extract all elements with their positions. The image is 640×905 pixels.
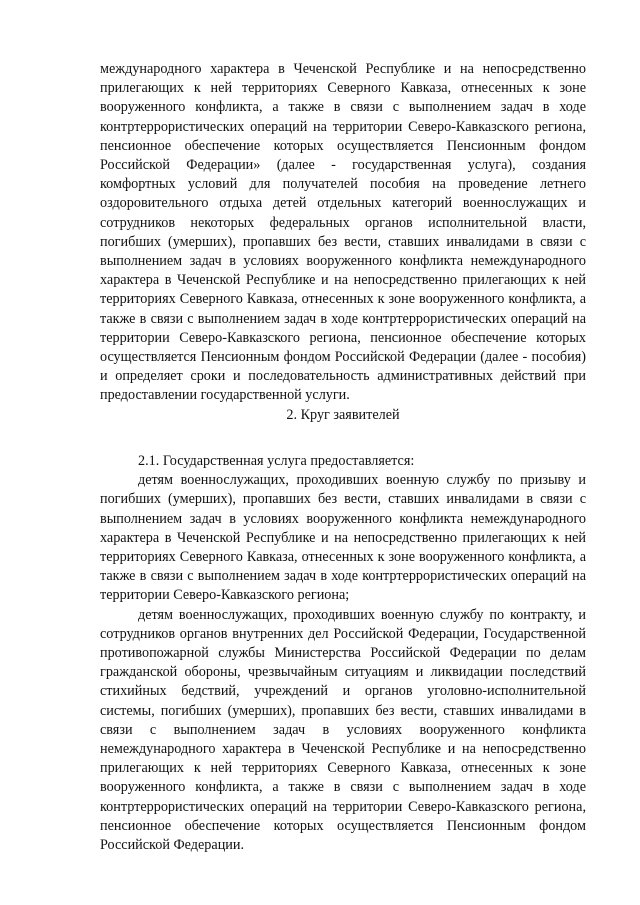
section-heading: 2. Круг заявителей xyxy=(286,407,400,423)
applicant-item-conscripts: детям военнослужащих, проходивших военную службу по призыву и погибших (умерших), пропавших без вести, ставших инвалидами в связи с выполнением задач в условиях вооруженного конфликта немеждународного характера в Чеченской Республике и на непосредственно прилегающих к ней территориях Северного Кавказа, отнесенных к зоне вооруженного конфликта, а также в связи с выполнением задач в ходе контртеррористических операций на территории Северо-Кавказского региона; xyxy=(100,472,586,604)
clause-2-1: 2.1. Государственная услуга предоставляется: xyxy=(138,453,415,469)
applicant-item-contract-and-officers: детям военнослужащих, проходивших военную службу по контракту, и сотрудников органов внутренних дел Российской Федерации, Государственной противопожарной службы Министерства Российской Федерации по делам гражданской обороны, чрезвычайным ситуациям и ликвидации последствий стихийных бедствий, учреждений и органов уголовно-исполнительной системы, погибших (умерших), пропавших без вести, ставших инвалидами в связи с выполнением задач в условиях вооруженного конфликта немеждународного характера в Чеченской Республике и на непосредственно прилегающих к ней территориях Северного Кавказа, отнесенных к зоне вооруженного конфликта, а также в связи с выполнением задач в ходе контртеррористических операций на территории Северо-Кавказского региона, пенсионное обеспечение которых осуществляется Пенсионным фондом Российской Федерации. xyxy=(100,606,586,854)
intro-paragraph: международного характера в Чеченской Республике и на непосредственно прилегающих к ней территориях Северного Кавказа, отнесенных к зоне вооруженного конфликта, а также в связи с выполнением задач в ходе контртеррористических операций на территории Северо-Кавказского региона, пенсионное обеспечение которых осуществляется Пенсионным фондом Российской Федерации» (далее - государственная услуга), создания комфортных условий для получателей пособия на проведение летнего оздоровительного отдыха детей отдельных категорий военнослужащих и сотрудников некоторых федеральных органов исполнительной власти, погибших (умерших), пропавших без вести, ставших инвалидами в связи с выполнением задач в условиях вооруженного конфликта немеждународного характера в Чеченской Республике и на непосредственно прилегающих к ней территориях Северного Кавказа, отнесенных к зоне вооруженного конфликта, а также в связи с выполнением задач в ходе контртеррористических операций на территории Северо-Кавказского региона, пенсионное обеспечение которых осуществляется Пенсионным фондом Российской Федерации (далее - пособия) и определяет сроки и последовательность административных действий при предоставлении государственной услуги. xyxy=(100,61,586,404)
section-2-body xyxy=(100,452,586,855)
